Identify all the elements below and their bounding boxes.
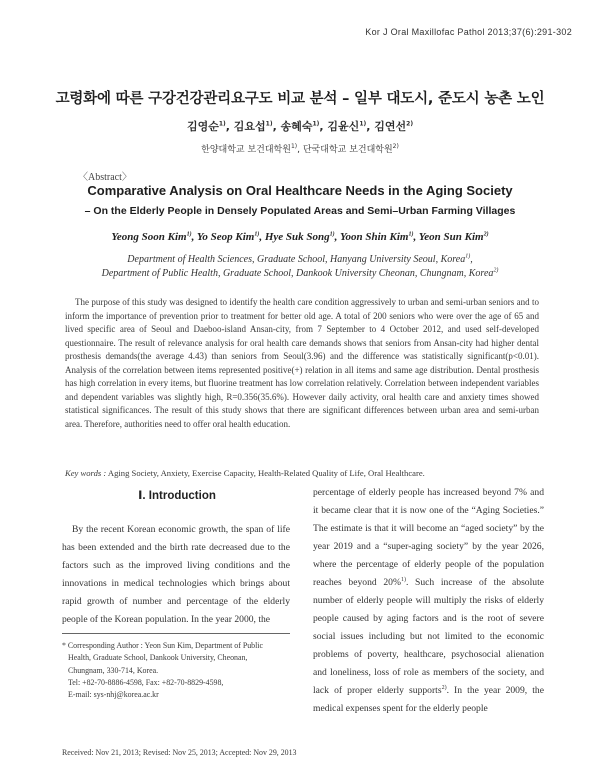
journal-reference: Kor J Oral Maxillofac Pathol 2013;37(6):291-302 [365,27,572,37]
correspondence-footnote [62,640,292,701]
keywords-label: Key words : [65,468,107,478]
author-name: Yeong Soon Kim [111,231,187,243]
affiliation-mark: 2) [493,267,499,274]
keywords [65,468,539,478]
author-name: 김영순 [186,120,219,133]
korean-title: 고령화에 따른 구강건강관리요구도 비교 분석 – 일부 대도시, 준도시 농촌 노인 [55,91,545,107]
author-affil-mark: 1) [265,120,273,128]
author-affil-mark: 2) [483,231,489,238]
author-name: Yoon Shin Kim [339,231,409,243]
author-affil-mark: 1) [359,120,367,128]
author-name: 김요섭 [233,120,266,133]
reference-mark: 2) [441,684,447,691]
korean-author-list: 김영순$^{1)}$, 김요섭$^{1)}$, 송혜숙$^{1)}$, 김윤신$^{1)}$, 김연선$^{2)}$ [186,120,414,133]
affiliation-mark: 1) [465,253,471,260]
footnote-line: Chungnam, 330-714, Korea. [68,665,159,675]
intro-text: . Such increase of the absolute number of elderly people will multiply the risks of elderly people caused by aging factors and is the root of severe social issues including but not limited to the economic problems of poverty, healthcare, psychosocial alienation and loneliness, loss of role as members of the society, and lack of proper elderly supports [313,577,544,696]
affiliation-mark: 2) [392,143,399,150]
english-affiliation-1: Department of Health Sciences, Graduate School, Hanyang University Seoul, Korea$^{1)}$, [127,253,473,265]
author-name: 김윤신 [327,120,360,133]
author-name: 김연선 [374,120,407,133]
introduction-left-column: By the recent Korean economic growth, the span of life has been extended and the birth rate decreased due to the factors such as the improved living conditions and the innovations in medical technologies which brings about rapid growth of number and percentage of the elderly people of the Korean population. In the year 2000, the [62,524,290,625]
footnote-line: Health, Graduate School, Dankook University, Cheonan, [68,653,248,663]
intro-text: . In the year 2009, the medical expenses spent for the elderly people [313,685,544,714]
reference-mark: 1) [400,576,406,583]
abstract-body: The purpose of this study was designed to identify the health care condition aggressively to urban and semi-urban seniors and to inform the importance of prevention prior to treatment for better old age. A total of 200 seniors who were over the age of 65 and lived specific area of Seoul and Daeboo-island Ansan-city, from 7 September to 4 October 2012, and used self-developed questionnaire. The result of relevance analysis for oral health care demands shows that seniors from Ansan-city had higher dental prosthesis demands(the average 4.43) than seniors from Seoul(3.96) and the difference was statistically significant(p<0.01). Analysis of the correlation between items represented positive(+) relation in all items and same age distribution. Dental prosthesis has high correlation in every items, but fluorine treatment has low correlation relatively. Correlation between independent variables and dependent variables was slightly high, R=0.356(35.6%). However daily activity, oral health care and anxiety times showed statistical significances. The result of this study shows that there are significant differences between urban area and semi-urban area. Therefore, authorities need to offer oral health education. [65,297,539,429]
author-affil-mark: 1) [186,231,192,238]
author-affil-mark: 1) [329,231,335,238]
author-name: Hye Suk Song [264,231,330,243]
footnote-line: * Corresponding Author : Yeon Sun Kim, Department of Public [62,641,263,650]
english-title-line-1: Comparative Analysis on Oral Healthcare Needs in the Aging Society [87,183,513,198]
author-affil-mark: 1) [218,120,226,128]
introduction-right-column [313,484,544,718]
author-name: 송혜숙 [280,120,313,133]
author-name: Yo Seop Kim [196,231,255,243]
affiliation-name: 한양대학교 보건대학원 [201,145,291,155]
author-name: Yeon Sun Kim [418,231,484,243]
author-affil-mark: 1) [312,120,320,128]
affiliation-text: Department of Public Health, Graduate School, Dankook University Cheonan, Chungnam, Korea [101,268,494,279]
english-author-list: Yeong Soon Kim$^{1)}$, Yo Seop Kim$^{1)}$, Hye Suk Song$^{1)}$, Yoon Shin Kim$^{1)}$, Yeon Sun Kim$^{2)}$ [111,231,489,243]
author-affil-mark: 1) [254,231,260,238]
author-affil-mark: 1) [408,231,414,238]
english-title-line-2: – On the Elderly People in Densely Populated Areas and Semi–Urban Farming Villages [84,205,516,217]
section-heading-introduction: Ⅰ. Introduction [138,490,216,502]
received-dates: Received: Nov 21, 2013; Revised: Nov 25, 2013; Accepted: Nov 29, 2013 [62,748,297,757]
korean-affiliations: 한양대학교 보건대학원$^{1)}$, 단국대학교 보건대학원$^{2)}$ [201,143,399,155]
footnote-divider [62,633,290,634]
english-affiliation-2 [0,268,600,279]
footnote-email: E-mail: sys-nhj@korea.ac.kr [68,690,159,700]
intro-text: percentage of elderly people has increased beyond 7% and it became clear that it is now one of the “Aging Societies.” The estimate is that it will become an “aged society” by the year 2019 and a “super-aging society” by the year 2026, where the percentage of elderly people of the population reaches beyond 20% [313,487,544,588]
affiliation-name: 단국대학교 보건대학원 [302,145,393,155]
keywords-text: Aging Society, Anxiety, Exercise Capacity, Health-Related Quality of Life, Oral Healthcare. [107,468,425,478]
author-affil-mark: 2) [406,120,414,128]
affiliation-text: Department of Health Sciences, Graduate School, Hanyang University Seoul, Korea [127,254,466,265]
footnote-tel-fax: Tel: +82-70-8886-4598, Fax: +82-70-8829-4598, [68,677,224,687]
abstract-tag: 〈Abstract〉 [78,172,132,183]
affiliation-mark: 1) [290,143,298,150]
